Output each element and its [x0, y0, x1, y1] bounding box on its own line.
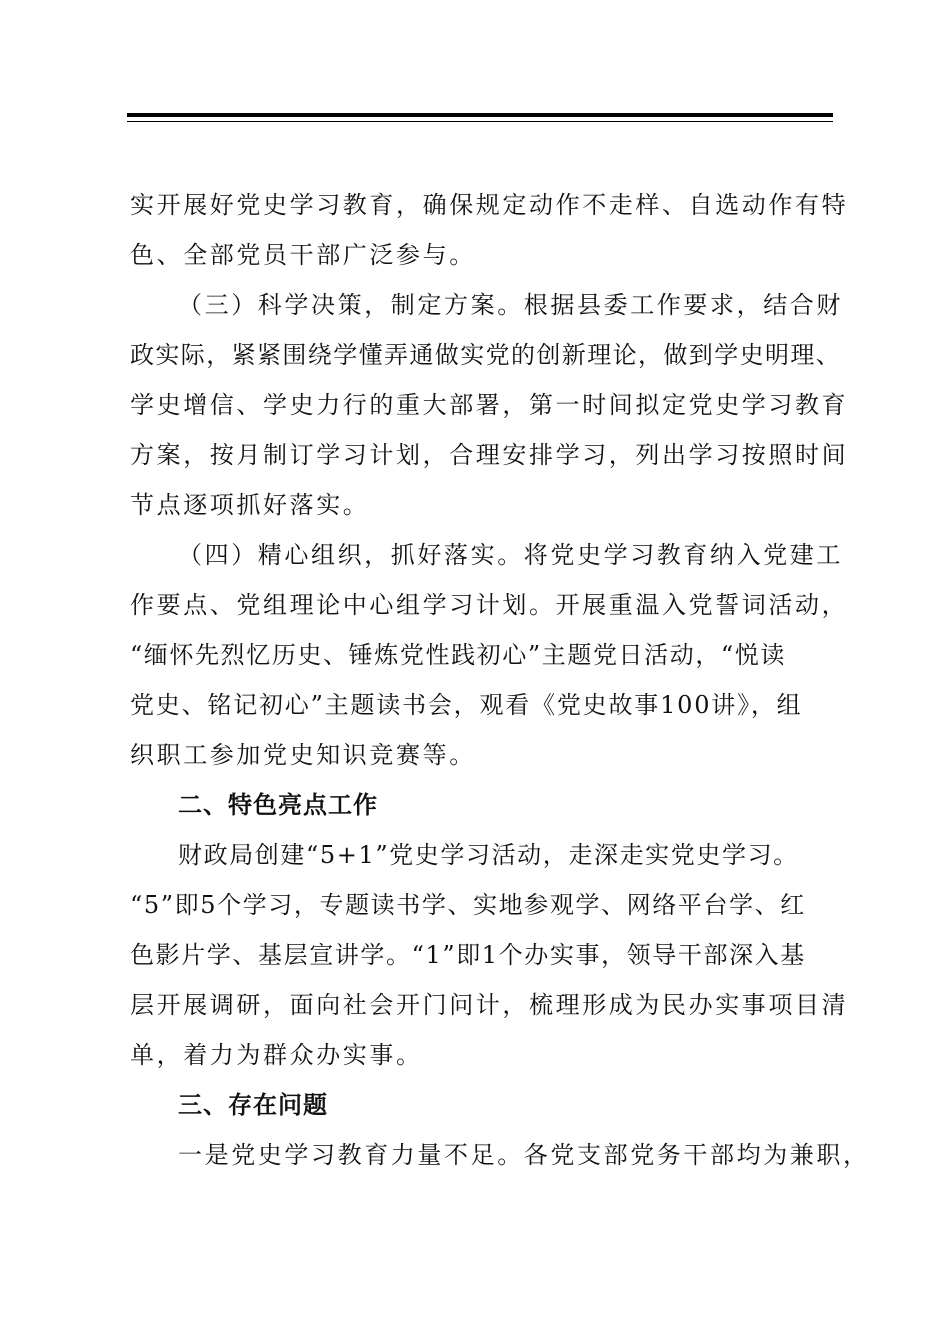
- body-line: 政实际，紧紧围绕学懂弄通做实党的创新理论，做到学史明理、: [130, 341, 842, 369]
- body-line: 一是党史学习教育力量不足。各党支部党务干部均为兼职，: [178, 1141, 870, 1169]
- body-line: 学史增信、学史力行的重大部署，第一时间拟定党史学习教育: [130, 391, 849, 419]
- section-heading: 三、存在问题: [178, 1091, 328, 1119]
- body-line: “缅怀先烈忆历史、锤炼党性践初心”主题党日活动，“悦读: [130, 641, 787, 669]
- body-line: 财政局创建“5+1”党史学习活动，走深走实党史学习。: [178, 841, 799, 869]
- body-line: “5”即5个学习，专题读书学、实地参观学、网络平台学、红: [130, 891, 806, 919]
- body-line: 单，着力为群众办实事。: [130, 1041, 423, 1069]
- header-rule-thick: [127, 113, 833, 117]
- body-line: 实开展好党史学习教育，确保规定动作不走样、自选动作有特: [130, 191, 849, 219]
- body-line: 作要点、党组理论中心组学习计划。开展重温入党誓词活动，: [130, 591, 849, 619]
- body-line: （四）精心组织，抓好落实。将党史学习教育纳入党建工: [178, 541, 843, 569]
- body-line: 织职工参加党史知识竞赛等。: [130, 741, 476, 769]
- body-line: 层开展调研，面向社会开门问计，梳理形成为民办实事项目清: [130, 991, 849, 1019]
- body-line: 方案，按月制订学习计划，合理安排学习，列出学习按照时间: [130, 441, 849, 469]
- body-line: 节点逐项抓好落实。: [130, 491, 370, 519]
- body-line: 色影片学、基层宣讲学。“1”即1个办实事，领导干部深入基: [130, 941, 806, 969]
- body-line: 色、全部党员干部广泛参与。: [130, 241, 476, 269]
- body-line: 党史、铭记初心”主题读书会，观看《党史故事100讲》，组: [130, 691, 803, 719]
- section-heading: 二、特色亮点工作: [178, 791, 378, 819]
- body-line: （三）科学决策，制定方案。根据县委工作要求，结合财: [178, 291, 843, 319]
- header-rule-thin: [127, 121, 833, 122]
